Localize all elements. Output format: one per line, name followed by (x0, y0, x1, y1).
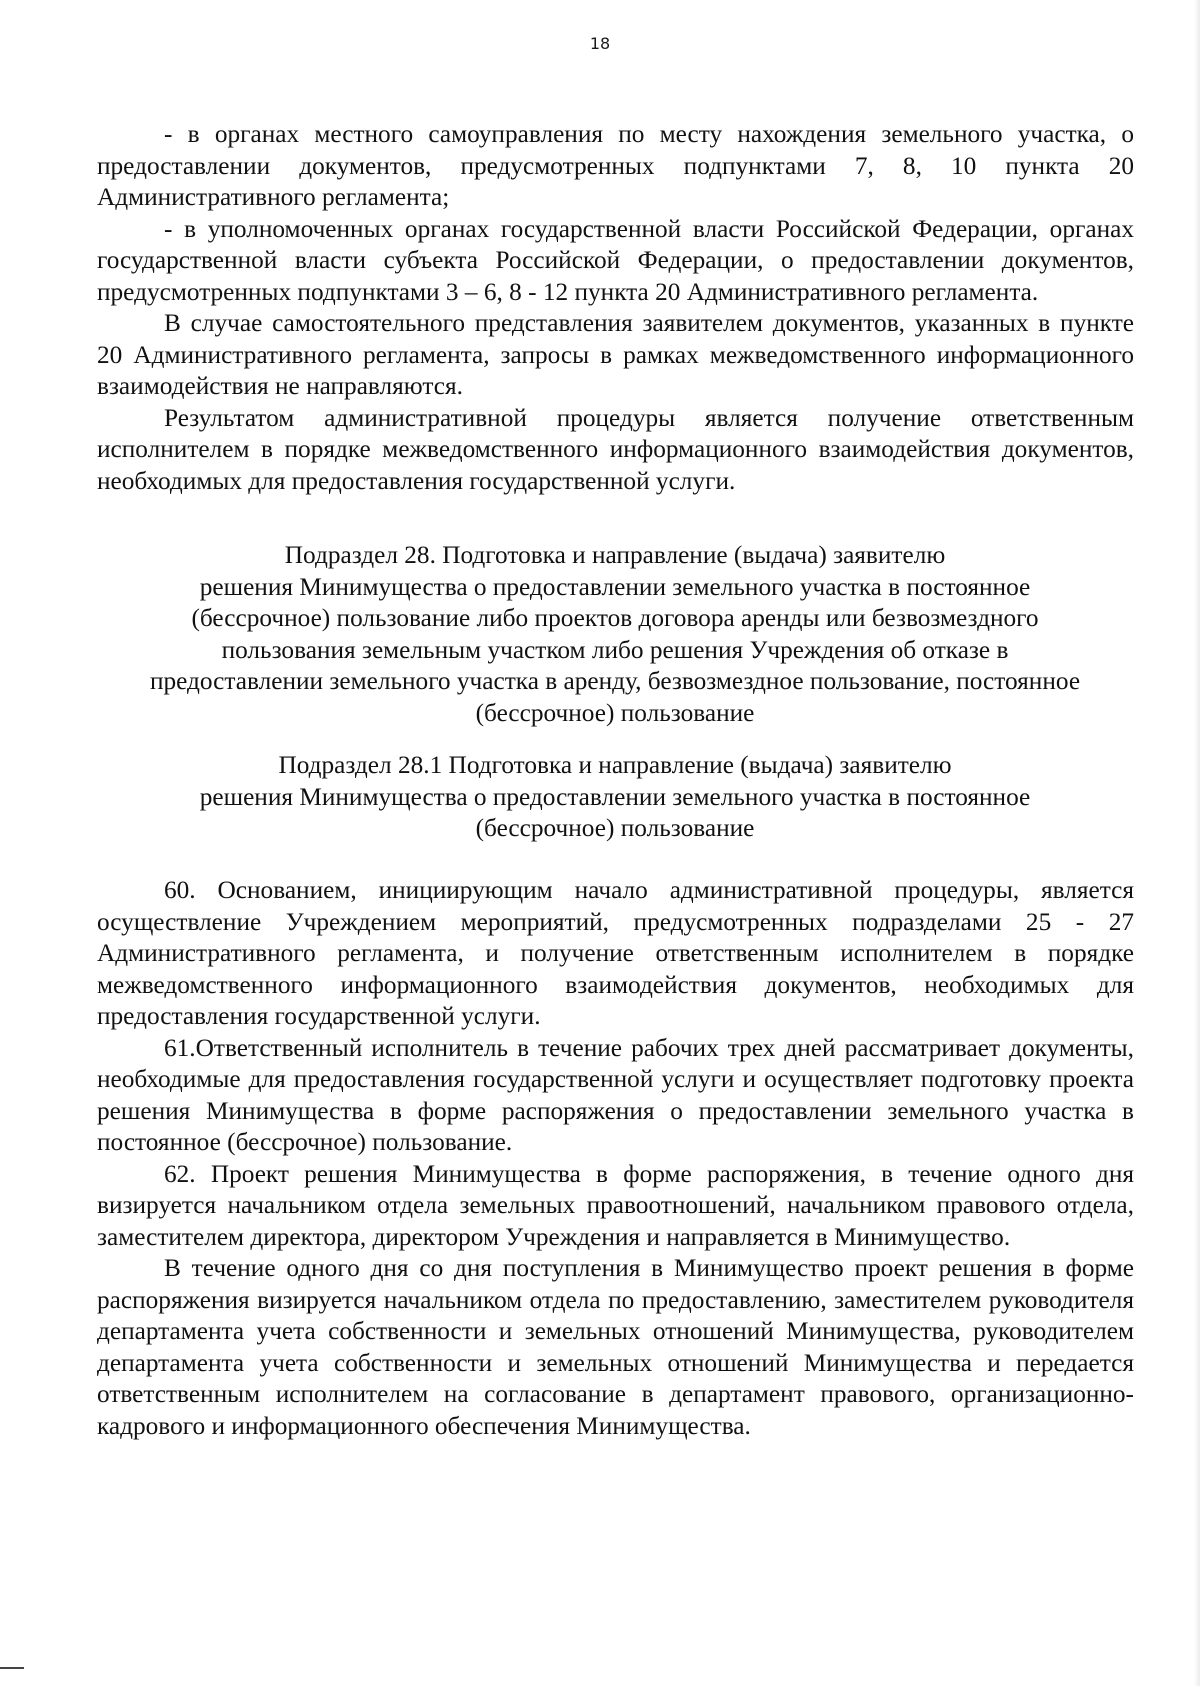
paragraph-state-authorities: - в уполномоченных органах государственной власти Российской Федерации, органах государственной власти субъекта Российской Федерации, о предоставлении документов, предусмотренных подпунктами 3 – 6, 8 - 12 пункта 20 Административного регламента. (97, 214, 1134, 306)
paragraph-self-submission: В случае самостоятельного представления заявителем документов, указанных в пункте 20 Административного регламента, запросы в рамках межведомственного информационного взаимодействия не направляются. (97, 309, 1134, 400)
heading-28-line: предоставлении земельного участка в аренду, безвозмездное пользование, постоянное (149, 667, 1081, 695)
paragraph-local-authorities: - в органах местного самоуправления по месту нахождения земельного участка, о предоставлении документов, предусмотренных подпунктами 7, 8, 10 пункта 20 Административного регламента; (97, 120, 1134, 211)
top-text-block (97, 119, 1134, 497)
paragraph-62: 62. Проект решения Минимущества в форме распоряжения, в течение одного дня визируется начальником отдела земельных правоотношений, начальником правового отдела, заместителем директора, директором Учреждения и направляется в Минимущество. (97, 1159, 1134, 1251)
heading-28-1-line: Подраздел 28.1 Подготовка и направление (выдача) заявителю (278, 751, 952, 779)
heading-28-line: (бессрочное) пользование (475, 698, 755, 727)
page-number: 18 (589, 34, 611, 53)
subsection-28-1-heading (90, 750, 1140, 845)
scan-footer-mark (0, 1667, 24, 1669)
paragraph-61: 61.Ответственный исполнитель в течение рабочих трех дней рассматривает документы, необходимые для предоставления государственной услуги и осуществляет подготовку проекта решения Минимущества в форме распоряжения о предоставлении земельного участка в постоянное (бессрочное) пользование. (97, 1033, 1134, 1156)
heading-28-line: (бессрочное) пользование либо проектов договора аренды или безвозмездного (191, 604, 1039, 632)
paragraph-62-continuation: В течение одного дня со дня поступления в Минимущество проект решения в форме распоряжения визируется начальником отдела по предоставлению, заместителем руководителя департамента учета собственности и земельных отношений Минимущества, руководителем департамента учета собственности и земельных отношений Минимущества и передается ответственным исполнителем на согласование в департамент правового, организационно-кадрового и информационного обеспечения Минимущества. (97, 1254, 1134, 1440)
heading-28-1-line: (бессрочное) пользование (475, 814, 755, 842)
heading-28-line: пользования земельным участком либо решения Учреждения об отказе в (221, 635, 1009, 664)
scan-edge-shadow (1194, 0, 1200, 1686)
heading-28-line: решения Минимущества о предоставлении земельного участка в постоянное (199, 572, 1031, 601)
bottom-text-block (97, 875, 1134, 1442)
paragraph-procedure-result: Результатом административной процедуры является получение ответственным исполнителем в порядке межведомственного информационного взаимодействия документов, необходимых для предоставления государственной услуги. (97, 403, 1134, 495)
paragraph-60: 60. Основанием, инициирующим начало административной процедуры, является осуществление Учреждением мероприятий, предусмотренных подразделами 25 - 27 Административного регламента, и получение ответственным исполнителем в порядке межведомственного информационного взаимодействия документов, необходимых для предоставления государственной услуги. (97, 876, 1134, 1030)
heading-28-1-line: решения Минимущества о предоставлении земельного участка в постоянное (199, 782, 1031, 811)
subsection-28-heading (90, 540, 1140, 729)
heading-28-line: Подраздел 28. Подготовка и направление (выдача) заявителю (284, 541, 946, 569)
